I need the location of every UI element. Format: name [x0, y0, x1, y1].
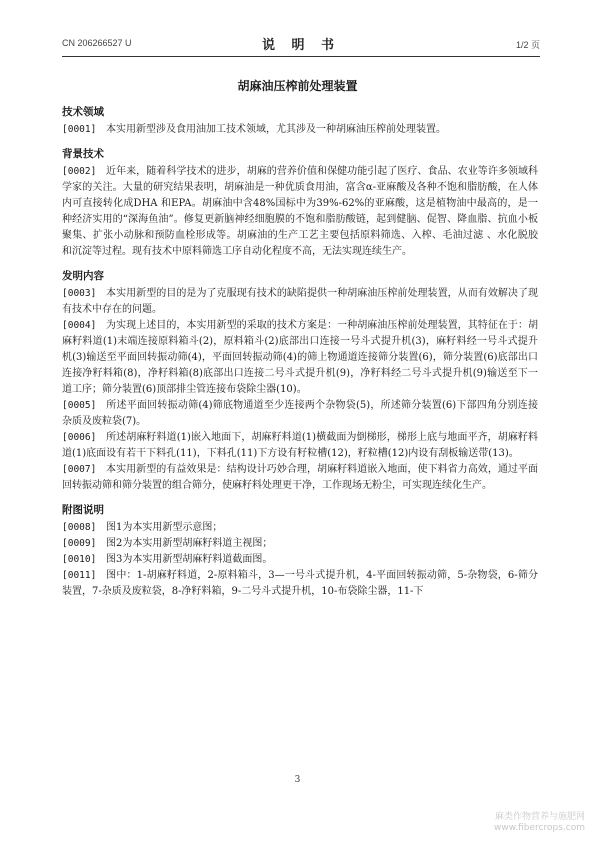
paragraph: [62, 122, 538, 138]
page-number: 3: [294, 775, 301, 785]
paragraph: [62, 536, 538, 552]
section-heading-background: 背景技术: [62, 148, 104, 160]
watermark-url: www.fibercrops.com: [494, 823, 585, 833]
paragraph-number: [0003]: [62, 288, 97, 299]
section-heading-technical-field: 技术领域: [62, 106, 104, 118]
paragraph-text: 本实用新型的目的是为了克服现有技术的缺陷提供一种胡麻油压榨前处理装置，从而有效解决了现有技术中存在的问题。: [62, 288, 538, 315]
paragraph-text: 图3为本实用新型胡麻籽料道截面图。: [106, 554, 273, 565]
paragraph: [62, 520, 538, 536]
paragraph-number: [0010]: [62, 554, 97, 565]
paragraph-number: [0011]: [62, 570, 97, 581]
patent-number: CN 206266527 U: [62, 38, 132, 48]
paragraph: [62, 462, 538, 494]
paragraph-text: 本实用新型的有益效果是：结构设计巧妙合理，胡麻籽料道嵌入地面，使下料省力高效，通过平面回转振动筛和筛分装置的组合筛分，使麻籽料处理更干净，工作现场无粉尘，可实现连续化生产。: [62, 464, 538, 491]
paragraph-number: [0004]: [62, 320, 97, 331]
paragraph-text: 近年来，随着科学技术的进步，胡麻的营养价值和保健功能引起了医疗、食品、农业等许多领域科学家的关注。大量的研究结果表明，胡麻油是一种优质食用油，富含α-亚麻酸及各种不饱和脂肪酸，在人体内可直接转化成DHA 和EPA。胡麻油中含48%国标中为39%-62%的亚麻酸，这是植物油中最高的，是一种经济实用的“深海鱼油”。修复更新脑神经细胞膜的不饱和脂肪酸链，起到健脑、促智、降血脂、抗血小板聚集、扩张小动脉和预防血栓形成等。胡麻油的生产工艺主要包括原料筛选、入榨、毛油过滤 、水化脱胶 和沉淀等过程。现有技术中原料筛选工序自动化程度不高，无法实现连续生产。: [62, 166, 538, 257]
paragraph-text: 图1为本实用新型示意图；: [106, 522, 223, 533]
paragraph-number: [0006]: [62, 432, 97, 443]
paragraph-number: [0009]: [62, 538, 97, 549]
paragraph: [62, 164, 538, 260]
document-title: 胡麻油压榨前处理装置: [237, 79, 358, 93]
page-header: [62, 34, 540, 57]
paragraph-text: 本实用新型涉及食用油加工技术领域，尤其涉及一种胡麻油压榨前处理装置。: [106, 124, 446, 135]
document-type-title: 说 明 书: [261, 38, 341, 53]
paragraph-text: 所述胡麻籽料道(1)嵌入地面下，胡麻籽料道(1)横截面为倒梯形，梯形上底与地面平齐，胡麻籽料道(1)底面设有若干下料孔(11)，下料孔(11)下方设有籽粒槽(12)，籽粒槽(12)内设有刮板输送带(13)。: [62, 432, 538, 459]
paragraph: [62, 568, 538, 600]
paragraph-text: 图2为本实用新型胡麻籽料道主视图；: [106, 538, 273, 549]
paragraph-number: [0002]: [62, 166, 97, 177]
paragraph-number: [0008]: [62, 522, 97, 533]
section-heading-drawings: 附图说明: [62, 504, 104, 516]
paragraph: [62, 318, 538, 398]
watermark-site-name: 麻类作物营养与施肥网: [494, 812, 585, 822]
paragraph: [62, 286, 538, 318]
page-indicator: 1/2 页: [515, 40, 540, 50]
paragraph: [62, 398, 538, 430]
paragraph-text: 图中：1-胡麻籽料道，2-原料箱斗，3—一号斗式提升机，4-平面回转振动筛，5-杂物袋，6-筛分装置，7-杂质及废粒袋，8-净籽料箱，9-二号斗式提升机，10-布袋除尘器，11-下: [62, 570, 538, 597]
document-body: [62, 104, 538, 600]
watermark: [494, 812, 585, 834]
paragraph-text: 所述平面回转振动筛(4)筛底物通道至少连接两个杂物袋(5)，所述筛分装置(6)下部四角分别连接杂质及废粒袋(7)。: [62, 400, 538, 427]
paragraph-number: [0005]: [62, 400, 97, 411]
paragraph: [62, 430, 538, 462]
paragraph-number: [0001]: [62, 124, 97, 135]
paragraph-number: [0007]: [62, 464, 97, 475]
section-heading-summary: 发明内容: [62, 270, 104, 282]
paragraph: [62, 552, 538, 568]
paragraph-text: 为实现上述目的，本实用新型的采取的技术方案是：一种胡麻油压榨前处理装置，其特征在于：胡麻籽料道(1)末端连接原料箱斗(2)，原料箱斗(2)底部出口连接一号斗式提升机(3)，麻籽料经一号斗式提升机(3)输送至平面回转振动筛(4)，平面回转振动筛(4)的筛上物通道连接筛分装置(6)，筛分装置(6)底部出口连接净籽料箱(8)，净籽料箱(8)底部出口连接二号斗式提升机(9)，净籽料经二号斗式提升机(9)输送至下一道工序；筛分装置(6)顶部排尘管连接布袋除尘器(10)。: [62, 320, 538, 395]
